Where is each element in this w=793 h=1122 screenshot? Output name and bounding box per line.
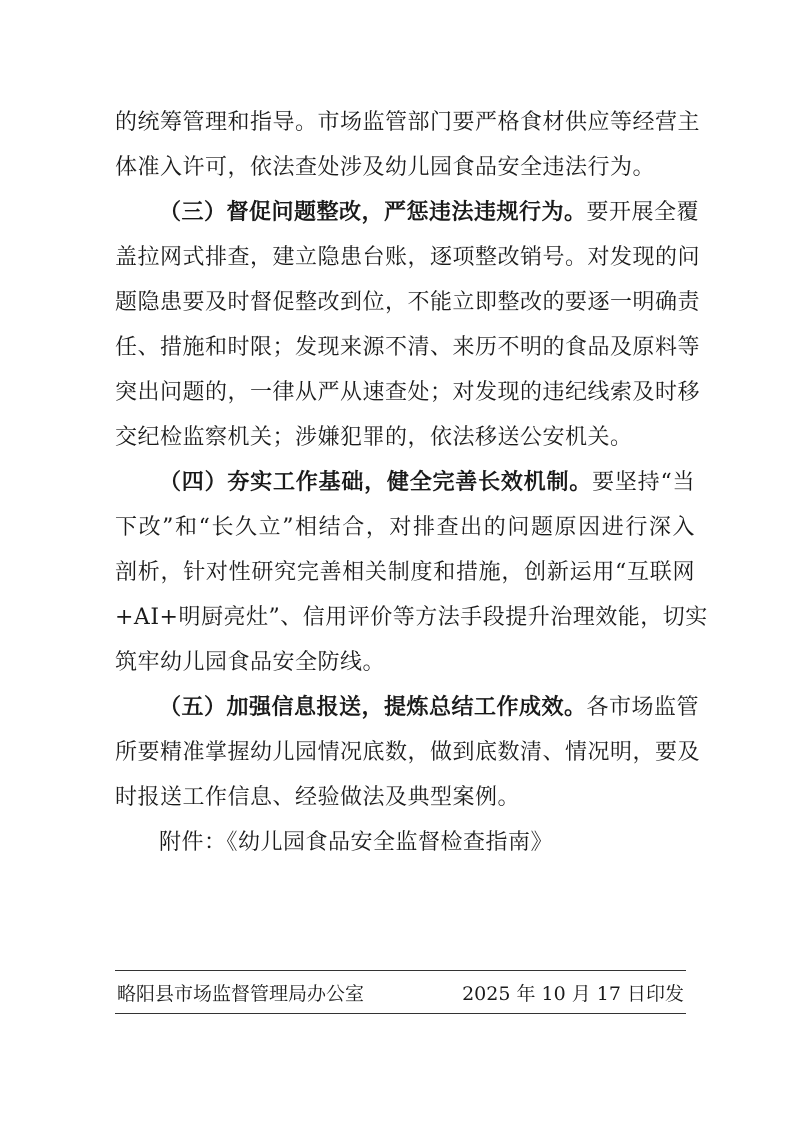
- text-line: 盖拉网式排查，建立隐患台账，逐项整改销号。对发现的问: [115, 245, 701, 270]
- text-line: 所要精准掌握幼儿园情况底数，做到底数清、情况明，要及: [115, 740, 701, 765]
- paragraph-first-line: [115, 190, 700, 235]
- text-line: 下改”和“长久立”相结合，对排查出的问题原因进行深入: [115, 515, 695, 540]
- attachment-note: 附件：《幼儿园食品安全监督检查指南》: [159, 830, 554, 855]
- section-heading: （三）督促问题整改，严惩违法违规行为。: [159, 200, 587, 225]
- text-line: 体准入许可，依法查处涉及幼儿园食品安全违法行为。: [115, 155, 656, 180]
- text-line: 任、措施和时限；发现来源不清、来历不明的食品及原料等: [115, 335, 701, 360]
- document-body: [115, 100, 708, 865]
- text-run: 各市场监管: [586, 695, 700, 720]
- text-line: +AI+明厨亮灶”、信用评价等方法手段提升治理效能，切实: [115, 605, 708, 630]
- text-run: 要开展全覆: [586, 200, 700, 225]
- text-line: 题隐患要及时督促整改到位，不能立即整改的要逐一明确责: [115, 290, 701, 315]
- text-line: 筑牢幼儿园食品安全防线。: [115, 650, 386, 675]
- text-line: 交纪检监察机关；涉嫌犯罪的，依法移送公安机关。: [115, 425, 633, 450]
- text-line: 的统筹管理和指导。市场监管部门要严格食材供应等经营主: [115, 110, 701, 135]
- paragraph-first-line: [115, 460, 695, 505]
- text-line: 时报送工作信息、经验做法及典型案例。: [115, 785, 521, 810]
- paragraph-first-line: [115, 685, 700, 730]
- section-heading: （四）夯实工作基础，健全完善长效机制。: [159, 470, 593, 495]
- text-line: 剖析，针对性研究完善相关制度和措施，创新运用“互联网: [115, 560, 695, 585]
- text-line: 突出问题的，一律从严从速查处；对发现的违纪线索及时移: [115, 380, 701, 405]
- section-heading: （五）加强信息报送，提炼总结工作成效。: [159, 695, 587, 720]
- footer-row: [115, 971, 686, 1013]
- issue-date: 2025 年 10 月 17 日印发: [462, 982, 684, 1005]
- text-run: 要坚持“当: [592, 470, 695, 495]
- issuer-name: 略阳县市场监督管理局办公室: [117, 982, 365, 1005]
- footer-bottom-rule: [115, 1013, 686, 1014]
- issuance-footer: [115, 970, 686, 1014]
